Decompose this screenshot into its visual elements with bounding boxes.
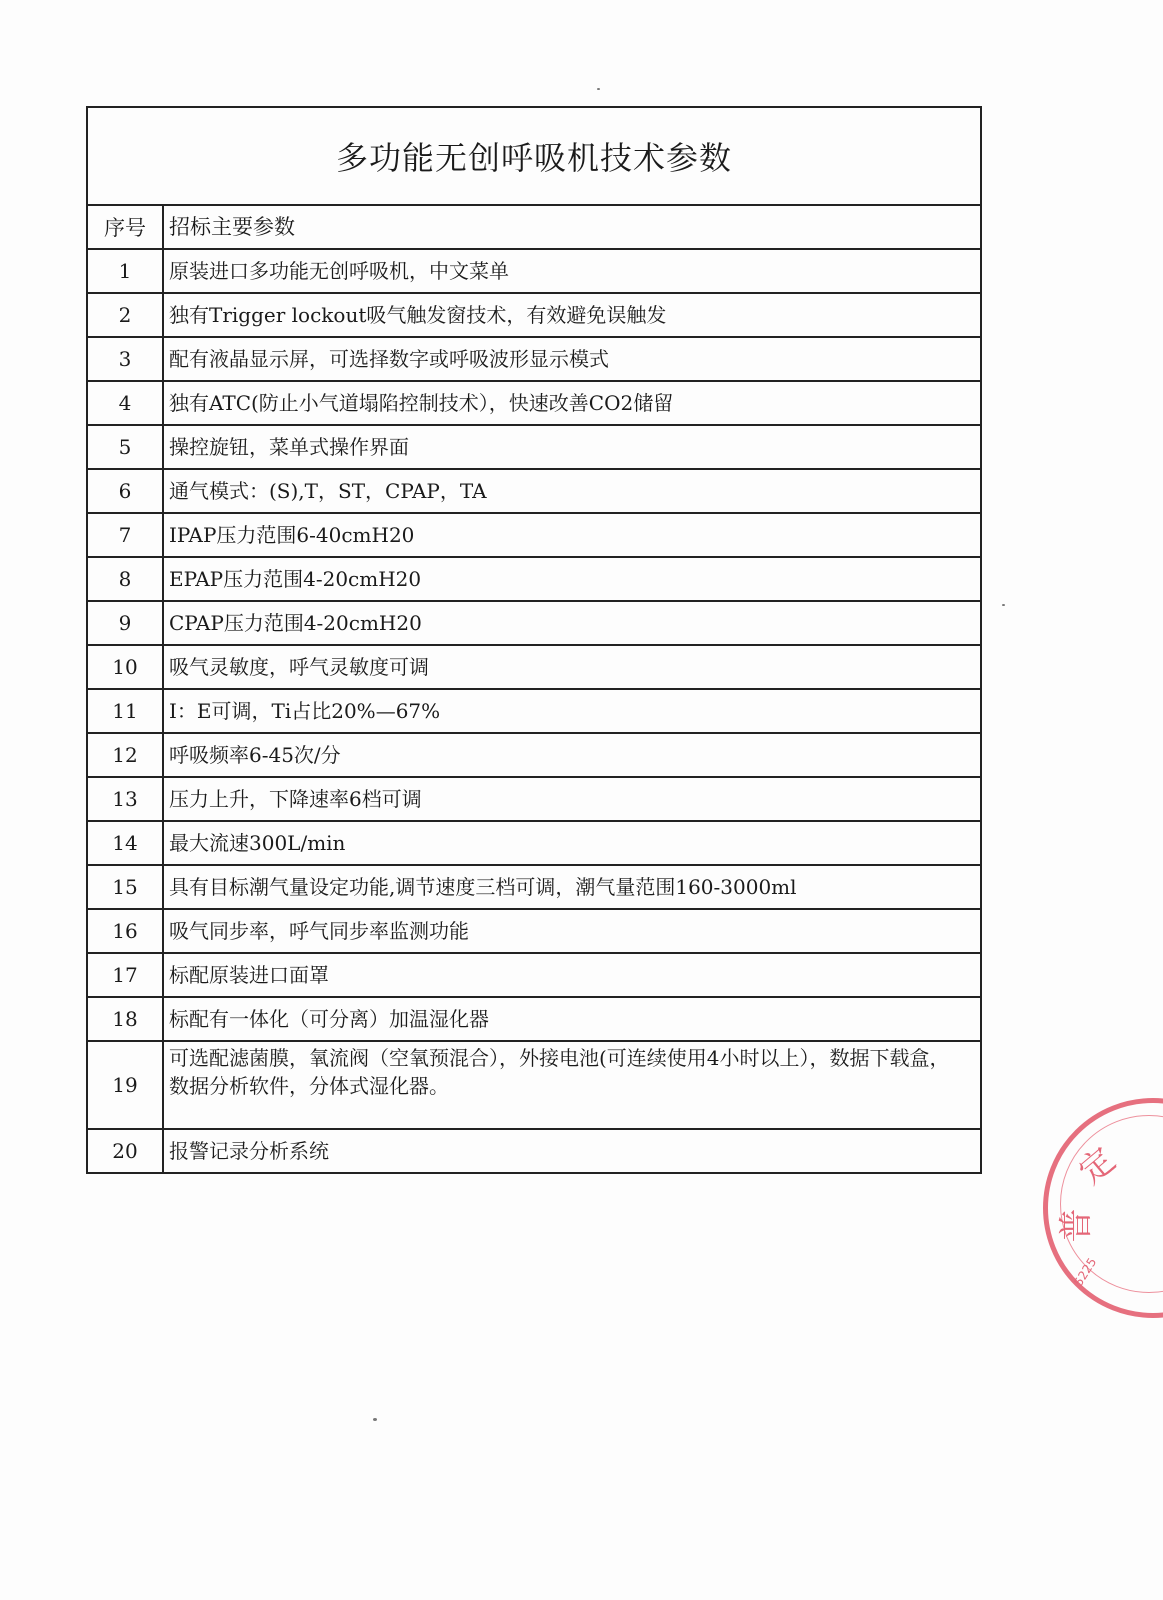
row-param: IPAP压力范围6-40cmH20 [163, 513, 981, 557]
row-no: 8 [87, 557, 163, 601]
row-param: 原装进口多功能无创呼吸机，中文菜单 [163, 249, 981, 293]
table-row [87, 249, 981, 293]
row-param: CPAP压力范围4-20cmH20 [163, 601, 981, 645]
table-row [87, 997, 981, 1041]
row-no: 11 [87, 689, 163, 733]
row-param: I：E可调，Ti占比20%—67% [163, 689, 981, 733]
table-row [87, 337, 981, 381]
table-row [87, 777, 981, 821]
title-row [87, 107, 981, 205]
row-param: 报警记录分析系统 [163, 1129, 981, 1173]
table-row [87, 293, 981, 337]
seal-inner-ring [1060, 1115, 1163, 1293]
table-row [87, 645, 981, 689]
header-no: 序号 [87, 205, 163, 249]
row-param: 独有Trigger lockout吸气触发窗技术，有效避免误触发 [163, 293, 981, 337]
table-row [87, 953, 981, 997]
row-no: 19 [87, 1041, 163, 1129]
row-no: 2 [87, 293, 163, 337]
seal-char: 定 [1071, 1139, 1124, 1193]
row-param: 吸气同步率，呼气同步率监测功能 [163, 909, 981, 953]
row-no: 20 [87, 1129, 163, 1173]
table-row [87, 1129, 981, 1173]
table-row [87, 821, 981, 865]
header-param: 招标主要参数 [163, 205, 981, 249]
row-no: 14 [87, 821, 163, 865]
scan-speck [597, 88, 600, 90]
row-param: EPAP压力范围4-20cmH20 [163, 557, 981, 601]
row-param: 具有目标潮气量设定功能,调节速度三档可调，潮气量范围160-3000ml [163, 865, 981, 909]
table-row [87, 689, 981, 733]
row-no: 16 [87, 909, 163, 953]
scan-speck [373, 1418, 377, 1421]
row-param: 标配有一体化（可分离）加温湿化器 [163, 997, 981, 1041]
row-no: 18 [87, 997, 163, 1041]
header-row [87, 205, 981, 249]
table-row [87, 733, 981, 777]
row-no: 12 [87, 733, 163, 777]
row-param: 呼吸频率6-45次/分 [163, 733, 981, 777]
row-no: 5 [87, 425, 163, 469]
row-no: 1 [87, 249, 163, 293]
table-row [87, 557, 981, 601]
row-no: 4 [87, 381, 163, 425]
table-row [87, 513, 981, 557]
table-row [87, 425, 981, 469]
row-param: 压力上升，下降速率6档可调 [163, 777, 981, 821]
row-param: 标配原装进口面罩 [163, 953, 981, 997]
seal-char: 普 [1056, 1208, 1097, 1243]
table-row [87, 865, 981, 909]
row-no: 15 [87, 865, 163, 909]
row-no: 17 [87, 953, 163, 997]
row-param: 独有ATC(防止小气道塌陷控制技术），快速改善CO2储留 [163, 381, 981, 425]
table-row [87, 381, 981, 425]
row-no: 9 [87, 601, 163, 645]
table-row [87, 469, 981, 513]
row-no: 7 [87, 513, 163, 557]
row-param: 可选配滤菌膜，氧流阀（空氧预混合），外接电池(可连续使用4小时以上），数据下载盒，数据分析软件，分体式湿化器。 [163, 1041, 981, 1129]
row-param: 通气模式：(S),T，ST，CPAP，TA [163, 469, 981, 513]
row-param: 最大流速300L/min [163, 821, 981, 865]
table-row [87, 1041, 981, 1129]
row-param: 配有液晶显示屏，可选择数字或呼吸波形显示模式 [163, 337, 981, 381]
row-param: 操控旋钮，菜单式操作界面 [163, 425, 981, 469]
row-no: 3 [87, 337, 163, 381]
spec-table [86, 106, 982, 1174]
page-title: 多功能无创呼吸机技术参数 [87, 107, 981, 205]
row-param: 吸气灵敏度，呼气灵敏度可调 [163, 645, 981, 689]
red-seal [1043, 1098, 1163, 1318]
seal-digits: 5225 [1071, 1255, 1100, 1289]
table-row [87, 909, 981, 953]
row-no: 6 [87, 469, 163, 513]
scan-speck [1002, 604, 1005, 606]
table-row [87, 601, 981, 645]
row-no: 13 [87, 777, 163, 821]
row-no: 10 [87, 645, 163, 689]
